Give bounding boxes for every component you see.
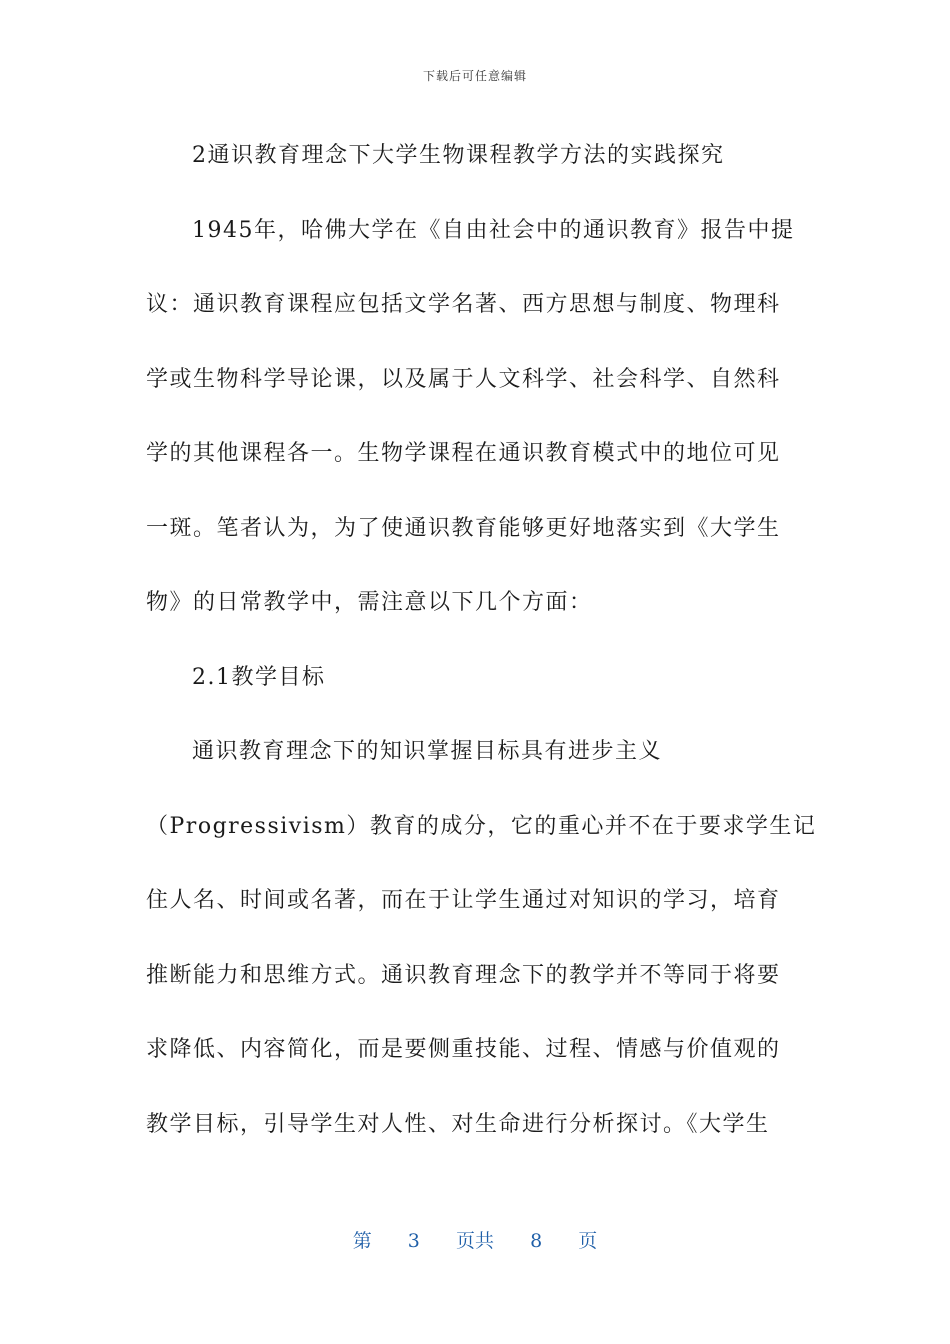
section-heading: 2通识教育理念下大学生物课程教学方法的实践探究: [192, 143, 725, 168]
paragraph-line: 物》的日常教学中，需注意以下几个方面：: [146, 590, 593, 615]
page-label-prefix: 第: [352, 1230, 372, 1252]
page-number-footer: [0, 1226, 950, 1253]
page-label-suffix: 页: [578, 1230, 598, 1252]
paragraph-line: 学的其他课程各一。生物学课程在通识教育模式中的地位可见: [146, 441, 781, 466]
paragraph-line: 求降低、内容简化，而是要侧重技能、过程、情感与价值观的: [146, 1037, 781, 1062]
paragraph-line: 学或生物科学导论课，以及属于人文科学、社会科学、自然科: [146, 366, 781, 392]
paragraph-line: （Progressivism）教育的成分，它的重心并不在于要求学生记: [146, 813, 817, 839]
total-pages-number: 8: [530, 1230, 543, 1252]
paragraph-line: 推断能力和思维方式。通识教育理念下的教学并不等同于将要: [146, 962, 781, 988]
paragraph-line: 住人名、时间或名著，而在于让学生通过对知识的学习，培育: [146, 888, 781, 913]
paragraph-line: 通识教育理念下的知识掌握目标具有进步主义: [192, 739, 663, 764]
paragraph-line: 一斑。笔者认为，为了使通识教育能够更好地落实到《大学生: [146, 515, 781, 541]
subsection-heading: 2.1教学目标: [192, 664, 326, 690]
paragraph-line: 1945年，哈佛大学在《自由社会中的通识教育》报告中提: [192, 217, 795, 243]
paragraph-line: 教学目标，引导学生对人性、对生命进行分析探讨。《大学生: [146, 1111, 770, 1137]
page-label-mid: 页共: [455, 1230, 494, 1252]
document-body: [146, 119, 817, 1162]
paragraph-line: 议：通识教育课程应包括文学名著、西方思想与制度、物理科: [146, 292, 781, 317]
header-note: 下载后可任意编辑: [422, 69, 527, 83]
current-page-number: 3: [407, 1230, 420, 1252]
